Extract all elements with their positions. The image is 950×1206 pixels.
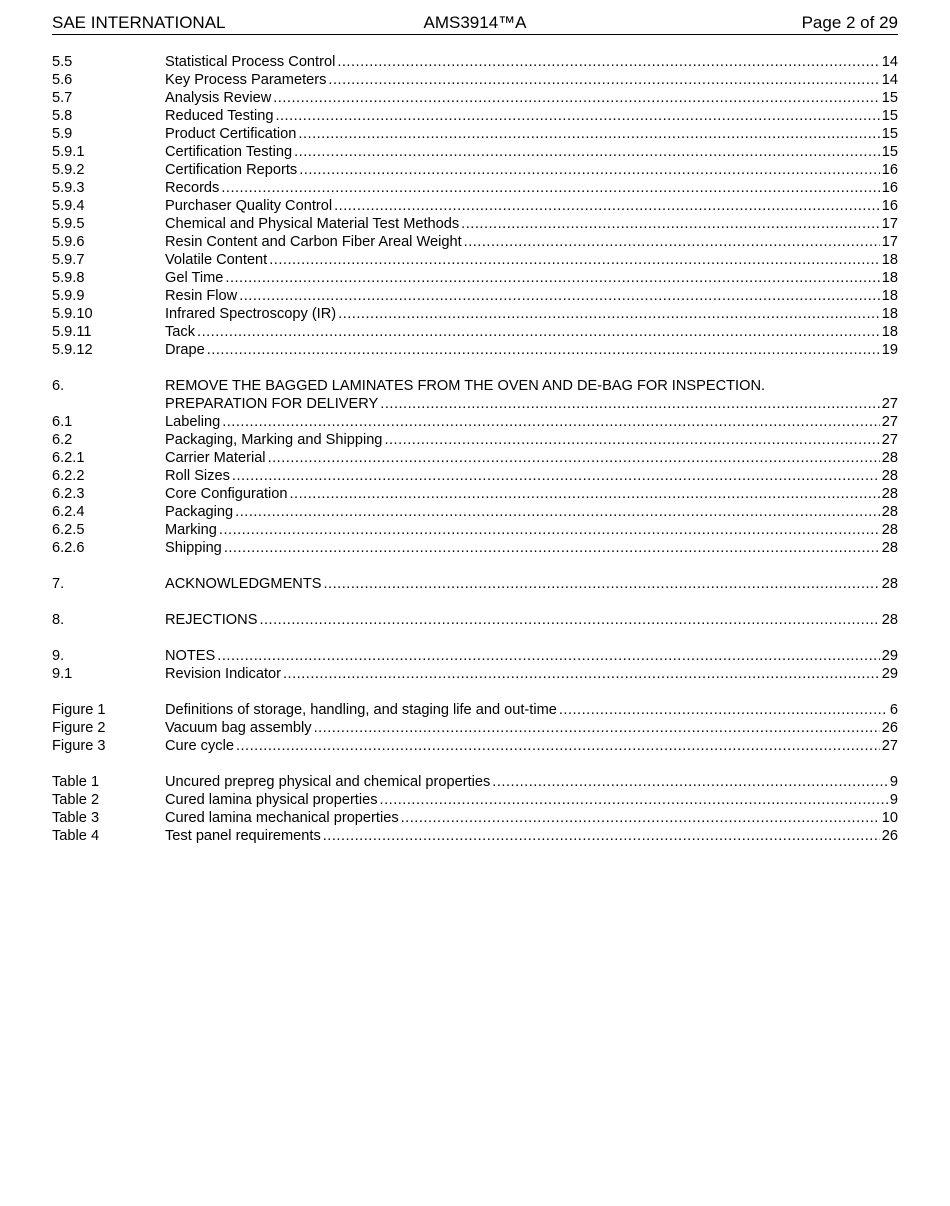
toc-entry-title: Certification Testing	[165, 144, 293, 160]
toc-entry-title: Resin Content and Carbon Fiber Areal Weight	[165, 234, 462, 250]
toc-entry-number: 5.5	[52, 54, 73, 70]
dot-leader	[275, 107, 879, 125]
toc-entry-page: 19	[881, 342, 898, 358]
toc-entry-number: 6.	[52, 378, 65, 394]
toc-entry-number: 5.9.9	[52, 288, 85, 304]
toc-entry-title: Gel Time	[165, 270, 224, 286]
dot-leader	[559, 701, 888, 719]
toc-entry-title: Reduced Testing	[165, 108, 274, 124]
toc-entry[interactable]	[52, 233, 898, 251]
toc-entry-page: 16	[881, 180, 898, 196]
toc-entry-title: REJECTIONS	[165, 612, 258, 628]
toc-block-5	[52, 53, 898, 359]
dot-leader	[294, 143, 880, 161]
toc-entry-title: Carrier Material	[165, 450, 266, 466]
toc-entry-title: Statistical Process Control	[165, 54, 336, 70]
toc-entry-page: 15	[881, 144, 898, 160]
toc-entry-number: 5.9.11	[52, 324, 92, 340]
toc-entry[interactable]	[52, 647, 898, 665]
toc-entry-title: NOTES	[165, 648, 216, 664]
toc-entry-title: Uncured prepreg physical and chemical properties	[165, 774, 491, 790]
toc-entry[interactable]	[52, 71, 898, 89]
toc-block-6	[52, 413, 898, 557]
toc-entry-page: 28	[881, 468, 898, 484]
toc-entry-number: 9.	[52, 648, 65, 664]
toc-entry[interactable]	[52, 143, 898, 161]
toc-entry-number: 5.9.10	[52, 306, 93, 322]
toc-entry-page: 27	[881, 738, 898, 754]
document-number: AMS3914™A	[423, 13, 527, 32]
toc-entry-title: Key Process Parameters	[165, 72, 327, 88]
dot-leader	[259, 611, 879, 629]
toc-entry-number: 5.9	[52, 126, 73, 142]
toc-entry-number: Table 3	[52, 810, 100, 826]
toc-entry-page: 28	[881, 540, 898, 556]
toc-entry-title: Product Certification	[165, 126, 297, 142]
toc-entry[interactable]	[52, 413, 898, 431]
toc-entry[interactable]	[52, 827, 898, 845]
toc-entry[interactable]	[52, 611, 898, 629]
toc-entry[interactable]	[52, 449, 898, 467]
toc-entry-section-6-heading[interactable]	[52, 377, 898, 395]
toc-entry-number: 6.1	[52, 414, 73, 430]
publisher-name: SAE INTERNATIONAL	[52, 13, 226, 32]
toc-entry-page: 15	[881, 90, 898, 106]
toc-entry-number: Table 1	[52, 774, 100, 790]
spacer	[52, 683, 898, 701]
spacer	[52, 629, 898, 647]
toc-entry-number: 5.9.2	[52, 162, 85, 178]
spacer	[52, 557, 898, 575]
toc-entry[interactable]	[52, 251, 898, 269]
dot-leader	[380, 395, 879, 413]
toc-entry-number: 6.2	[52, 432, 73, 448]
toc-entry-number: 5.8	[52, 108, 73, 124]
dot-leader	[232, 467, 880, 485]
toc-entry-page: 14	[881, 54, 898, 70]
toc-entry-page: 28	[881, 486, 898, 502]
toc-entry-page: 28	[881, 504, 898, 520]
spacer	[52, 359, 898, 377]
toc-entry[interactable]	[52, 53, 898, 71]
toc-entry[interactable]	[52, 197, 898, 215]
dot-leader	[290, 485, 880, 503]
dot-leader	[207, 341, 880, 359]
toc-entry[interactable]	[52, 575, 898, 593]
toc-entry-number: 6.2.3	[52, 486, 85, 502]
toc-entry-page: 16	[881, 198, 898, 214]
toc-entry-page: 29	[881, 666, 898, 682]
toc-entry-number: 5.9.3	[52, 180, 85, 196]
dot-leader	[380, 791, 888, 809]
toc-entry-number: 6.2.2	[52, 468, 85, 484]
toc-entry[interactable]	[52, 467, 898, 485]
table-of-contents	[52, 53, 898, 845]
toc-entry-title: Volatile Content	[165, 252, 268, 268]
toc-entry[interactable]	[52, 89, 898, 107]
toc-entry-title: Cure cycle	[165, 738, 234, 754]
toc-entry-page: 18	[881, 324, 898, 340]
toc-entry-page: 27	[881, 414, 898, 430]
toc-entry[interactable]	[52, 485, 898, 503]
dot-leader	[492, 773, 888, 791]
toc-entry[interactable]	[52, 125, 898, 143]
toc-entry-title: REMOVE THE BAGGED LAMINATES FROM THE OVEN AND DE-BAG FOR INSPECTION.	[165, 378, 766, 394]
page-number: Page 2 of 29	[801, 13, 898, 32]
list-of-figures	[52, 701, 898, 755]
toc-entry-number: 5.9.8	[52, 270, 85, 286]
toc-entry-page: 28	[881, 612, 898, 628]
toc-entry-page: 18	[881, 306, 898, 322]
toc-entry-number: 5.6	[52, 72, 73, 88]
toc-entry-page: 14	[881, 72, 898, 88]
toc-entry-title: ACKNOWLEDGMENTS	[165, 576, 322, 592]
toc-entry-number: Figure 3	[52, 738, 106, 754]
dot-leader	[298, 125, 879, 143]
toc-entry-title: Core Configuration	[165, 486, 288, 502]
toc-entry-title: Analysis Review	[165, 90, 272, 106]
toc-entry-page: 18	[881, 288, 898, 304]
toc-entry[interactable]	[52, 773, 898, 791]
toc-entry-title: Resin Flow	[165, 288, 238, 304]
toc-entry-number: 5.9.12	[52, 342, 93, 358]
toc-entry-page: 16	[881, 162, 898, 178]
toc-entry[interactable]	[52, 539, 898, 557]
spacer	[52, 755, 898, 773]
toc-entry-number: 5.9.5	[52, 216, 85, 232]
dot-leader	[337, 53, 879, 71]
toc-entry-page: 28	[881, 522, 898, 538]
toc-entry-number: Table 2	[52, 792, 100, 808]
dot-leader	[283, 665, 880, 683]
toc-entry-page: 28	[881, 576, 898, 592]
spacer	[52, 593, 898, 611]
dot-leader	[299, 161, 880, 179]
toc-entry-title: Vacuum bag assembly	[165, 720, 312, 736]
dot-leader	[239, 287, 880, 305]
dot-leader	[324, 575, 880, 593]
toc-entry-page: 9	[889, 792, 898, 808]
dot-leader	[221, 179, 879, 197]
toc-entry-page: 18	[881, 252, 898, 268]
toc-entry-number: 6.2.4	[52, 504, 85, 520]
toc-entry-title: Infrared Spectroscopy (IR)	[165, 306, 337, 322]
toc-entry-title: Labeling	[165, 414, 221, 430]
toc-entry-title: Definitions of storage, handling, and staging life and out-time	[165, 702, 557, 718]
toc-entry[interactable]	[52, 737, 898, 755]
toc-entry-title: PREPARATION FOR DELIVERY	[165, 396, 379, 412]
toc-entry-number: 6.2.6	[52, 540, 85, 556]
toc-entry-title: Tack	[165, 324, 196, 340]
dot-leader	[461, 215, 880, 233]
toc-entry[interactable]	[52, 521, 898, 539]
toc-entry-number: 5.9.6	[52, 234, 85, 250]
toc-entry-page: 17	[881, 216, 898, 232]
toc-entry[interactable]	[52, 215, 898, 233]
dot-leader	[384, 431, 879, 449]
dot-leader	[314, 719, 880, 737]
toc-entry-title: Test panel requirements	[165, 828, 321, 844]
list-of-tables	[52, 773, 898, 845]
toc-entry[interactable]	[52, 431, 898, 449]
toc-entry[interactable]	[52, 791, 898, 809]
toc-entry-title: Chemical and Physical Material Test Methods	[165, 216, 460, 232]
toc-entry-number: 5.9.4	[52, 198, 85, 214]
toc-entry[interactable]	[52, 719, 898, 737]
dot-leader	[225, 269, 879, 287]
toc-entry-page: 18	[881, 270, 898, 286]
toc-entry-title: Shipping	[165, 540, 222, 556]
dot-leader	[222, 413, 880, 431]
toc-entry-number: 6.2.1	[52, 450, 85, 466]
toc-entry-number: Figure 1	[52, 702, 106, 718]
dot-leader	[219, 521, 880, 539]
toc-entry[interactable]	[52, 107, 898, 125]
toc-entry-page: 28	[881, 450, 898, 466]
toc-entry-page: 26	[881, 720, 898, 736]
toc-entry-page: 15	[881, 108, 898, 124]
toc-entry-page: 27	[881, 432, 898, 448]
toc-entry-number: 8.	[52, 612, 65, 628]
toc-entry[interactable]	[52, 323, 898, 341]
toc-entry-title: Packaging, Marking and Shipping	[165, 432, 383, 448]
toc-entry-page: 15	[881, 126, 898, 142]
toc-entry-number: Figure 2	[52, 720, 106, 736]
dot-leader	[217, 647, 879, 665]
dot-leader	[236, 737, 880, 755]
toc-entry-title: Certification Reports	[165, 162, 298, 178]
toc-entry[interactable]	[52, 287, 898, 305]
page-header	[52, 12, 898, 35]
toc-entry-title: Purchaser Quality Control	[165, 198, 333, 214]
toc-entry[interactable]	[52, 305, 898, 323]
toc-entry-page: 27	[881, 396, 898, 412]
dot-leader	[401, 809, 880, 827]
dot-leader	[273, 89, 880, 107]
toc-entry-page: 17	[881, 234, 898, 250]
dot-leader	[464, 233, 880, 251]
toc-entry-page: 26	[881, 828, 898, 844]
toc-entry-title: Records	[165, 180, 220, 196]
toc-entry-title: Marking	[165, 522, 217, 538]
toc-entry-title: Roll Sizes	[165, 468, 230, 484]
toc-entry-number: 7.	[52, 576, 65, 592]
toc-block-8	[52, 611, 898, 629]
toc-entry-title: Packaging	[165, 504, 234, 520]
toc-entry-number: 5.7	[52, 90, 73, 106]
toc-entry-page: 29	[881, 648, 898, 664]
toc-entry-page: 10	[881, 810, 898, 826]
toc-entry-title: Drape	[165, 342, 205, 358]
toc-entry-page: 9	[889, 774, 898, 790]
toc-entry[interactable]	[52, 341, 898, 359]
toc-entry[interactable]	[52, 665, 898, 683]
toc-entry-section-6[interactable]	[52, 395, 898, 413]
dot-leader	[268, 449, 880, 467]
toc-entry[interactable]	[52, 701, 898, 719]
toc-block-7	[52, 575, 898, 593]
toc-entry[interactable]	[52, 269, 898, 287]
toc-entry-page: 6	[889, 702, 898, 718]
dot-leader	[235, 503, 880, 521]
toc-entry-title: Revision Indicator	[165, 666, 281, 682]
dot-leader	[197, 323, 880, 341]
toc-entry-number: 5.9.1	[52, 144, 85, 160]
toc-entry[interactable]	[52, 161, 898, 179]
toc-entry-title: Cured lamina mechanical properties	[165, 810, 399, 826]
toc-entry[interactable]	[52, 179, 898, 197]
toc-entry-number: 5.9.7	[52, 252, 85, 268]
dot-leader	[328, 71, 879, 89]
dot-leader	[224, 539, 880, 557]
toc-entry-number: 6.2.5	[52, 522, 85, 538]
dot-leader	[323, 827, 880, 845]
dot-leader	[334, 197, 880, 215]
dot-leader	[269, 251, 880, 269]
toc-block-9	[52, 647, 898, 683]
dot-leader	[338, 305, 880, 323]
toc-entry-number: Table 4	[52, 828, 100, 844]
toc-entry[interactable]	[52, 503, 898, 521]
toc-entry-number: 9.1	[52, 666, 73, 682]
toc-entry[interactable]	[52, 809, 898, 827]
toc-entry-title: Cured lamina physical properties	[165, 792, 378, 808]
